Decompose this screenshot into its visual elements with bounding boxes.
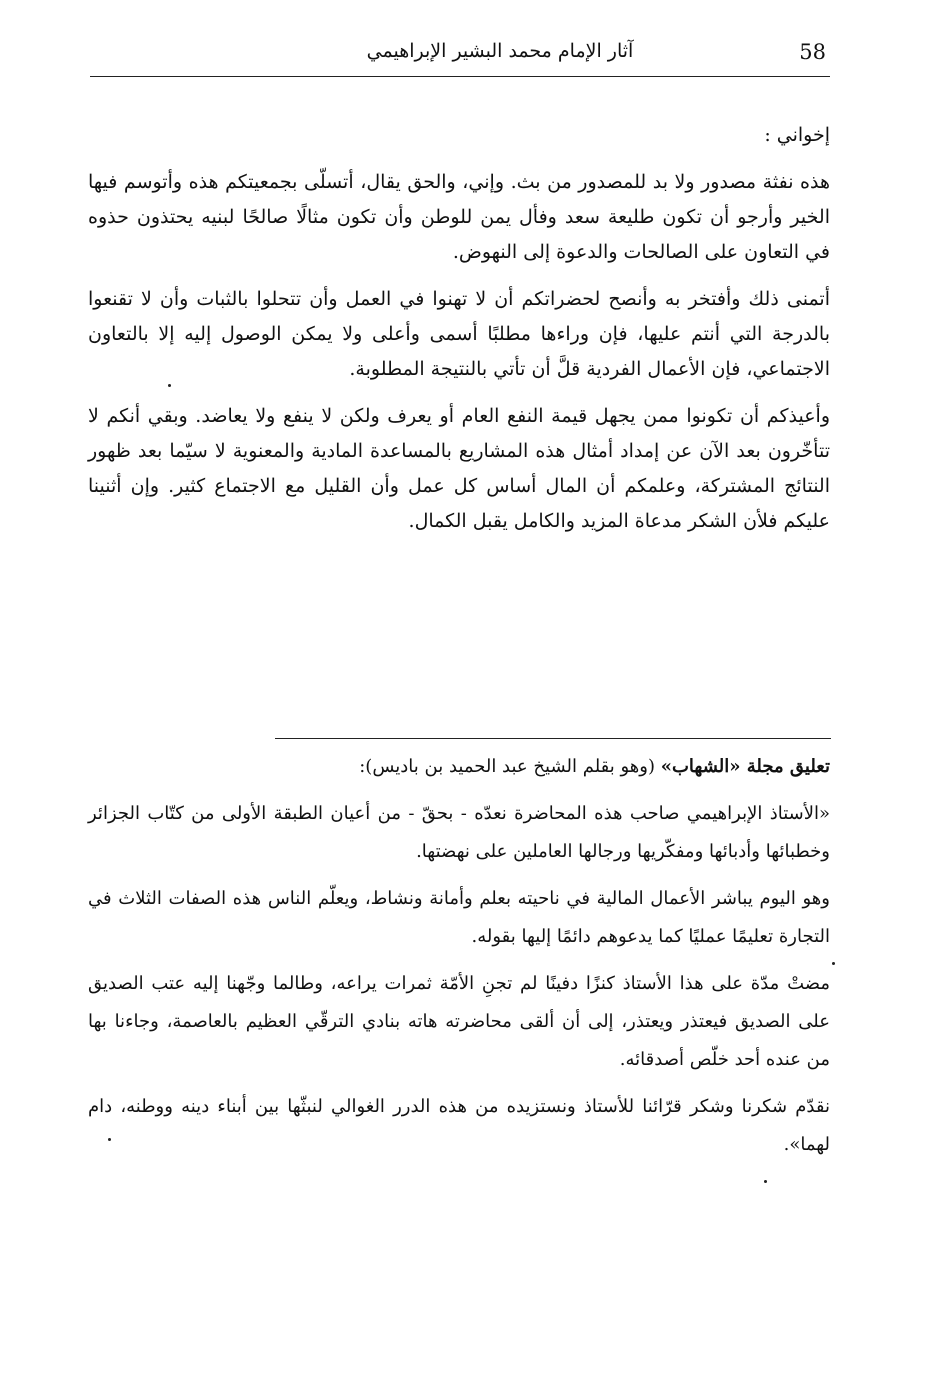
- main-paragraph-1: هذه نفثة مصدور ولا بد للمصدور من بث. وإني، والحق يقال، أتسلّى بجمعيتكم هذه وأتوسم فيها الخير وأرجو أن تكون طليعة سعد وفأل يمن للوطن وأن تكون مثالًا صالحًا لبنيه يحتذون حذوه في التعاون على الصالحات والدعوة إلى النهوض.: [88, 171, 830, 263]
- scan-speck: [168, 384, 171, 387]
- footnote: [88, 748, 830, 1173]
- scan-speck: [832, 962, 835, 965]
- footnote-paragraph-3: مضتْ مدّة على هذا الأستاذ كنزًا دفينًا لم تجنِ الأمّة ثمرات يراعه، وطالما وجّهنا إليه عتب الصديق على الصديق فيعتذر ويعتذر، إلى أن ألقى محاضرته هاته بنادي الترقّي العظيم بالعاصمة، وجاءنا بها من عنده أحد خلّص أصدقائه.: [88, 973, 830, 1070]
- footnote-paragraph-4: نقدّم شكرنا وشكر قرّائنا للأستاذ ونستزيده من هذه الدرر الغوالي لنبثّها بين أبناء دينه ووطنه، دام لهما».: [88, 1096, 830, 1155]
- page-number: 58: [799, 40, 826, 64]
- footnote-paragraph-1: «الأستاذ الإبراهيمي صاحب هذه المحاضرة نعدّه - بحقّ - من أعيان الطبقة الأولى من كتّاب الجزائر وخطبائها وأدبائها ومفكّريها ورجالها العاملين على نهضتها.: [88, 803, 830, 862]
- footnote-heading: [88, 748, 830, 786]
- main-paragraph-3: وأعيذكم أن تكونوا ممن يجهل قيمة النفع العام أو يعرف ولكن لا ينفع ولا يعاضد. وبقي أنكم لا تتأخّرون بعد الآن عن إمداد أمثال هذه المشاريع بالمساعدة المادية والمعنوية لا سيّما بعد ظهور النتائج المشتركة، وعلمكم أن المال أساس كل عمل وأن القليل مع الاجتماع كثير. وإن أثنينا عليكم فلأن الشكر مدعاة المزيد والكامل يقبل الكمال.: [88, 405, 830, 532]
- page-header: [90, 30, 830, 77]
- main-text: [88, 118, 830, 551]
- footnote-heading-bold: تعليق مجلة «الشهاب»: [660, 756, 830, 777]
- running-title: آثار الإمام محمد البشير الإبراهيمي: [366, 40, 634, 62]
- main-paragraph-2: أتمنى ذلك وأفتخر به وأنصح لحضراتكم أن لا تهنوا في العمل وأن تتحلوا بالثبات وأن لا تقنعوا بالدرجة التي أنتم عليها، فإن وراءها مطلبًا أسمى وأعلى ولا يمكن الوصول إليه إلا بالتعاون الاجتماعي، فإن الأعمال الفردية قلَّ أن تأتي بالنتيجة المطلوبة.: [88, 288, 830, 380]
- greeting: إخواني :: [764, 124, 830, 146]
- footnote-divider: [275, 738, 831, 739]
- footnote-paragraph-2: وهو اليوم يباشر الأعمال المالية في ناحيته بعلم وأمانة ونشاط، ويعلّم الناس هذه الصفات الثلاث في التجارة تعليمًا عمليًا كما يدعوهم دائمًا إليها بقوله.: [88, 888, 830, 947]
- scan-speck: [764, 1180, 767, 1183]
- footnote-heading-rest: (وهو بقلم الشيخ عبد الحميد بن باديس):: [359, 756, 661, 777]
- scan-speck: [108, 1138, 111, 1141]
